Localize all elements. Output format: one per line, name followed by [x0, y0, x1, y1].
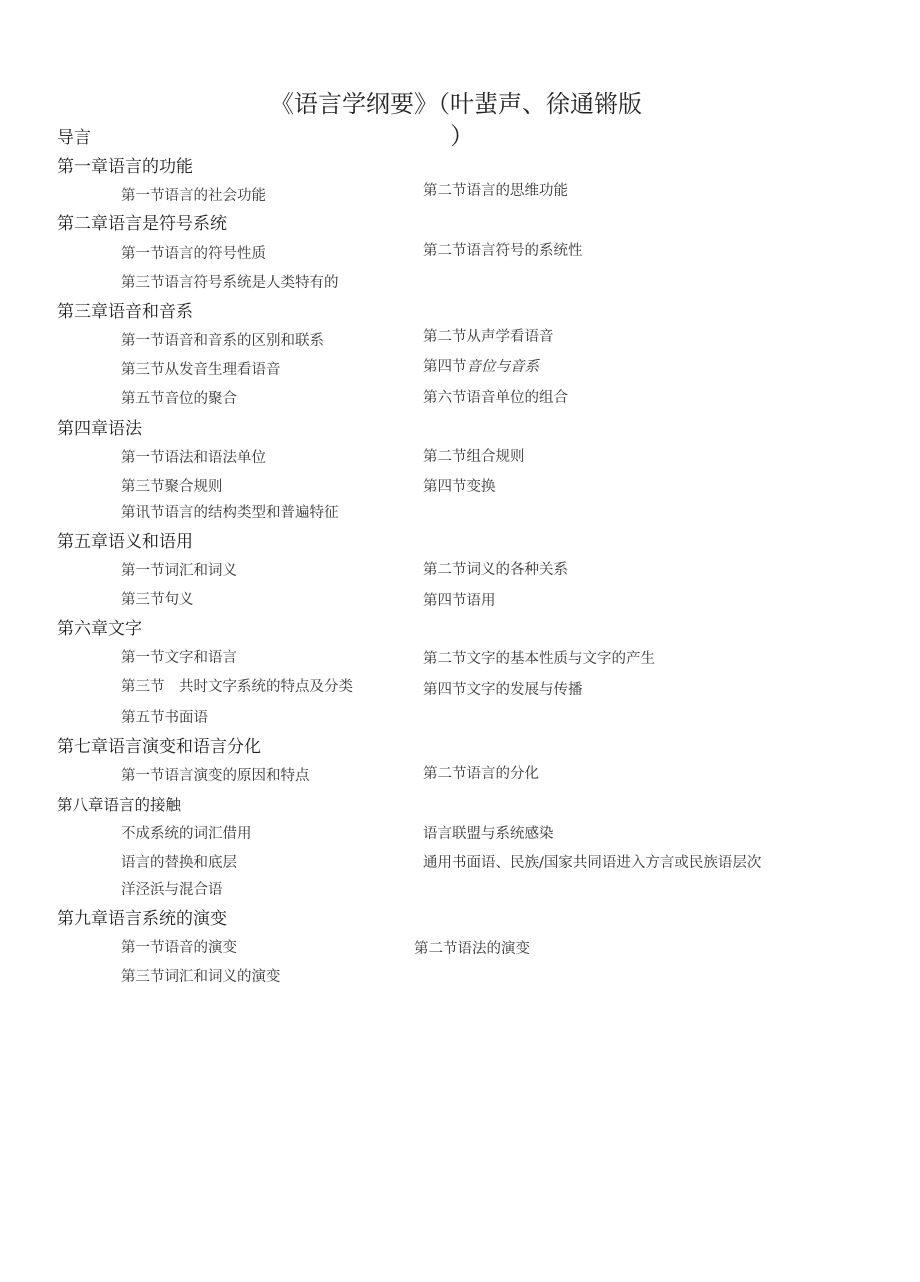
section-item: 洋泾浜与混合语 [121, 882, 223, 898]
section-item: 第四节变换 [423, 479, 496, 495]
chapter-title: 第二章语言是符号系统 [57, 214, 227, 234]
section-item: 不成系统的词汇借用 [121, 826, 252, 842]
section-item: 第二节组合规则 [423, 449, 525, 465]
chapter-title: 第九章语言系统的演变 [57, 909, 227, 929]
section-item: 语言联盟与系统感染 [423, 826, 554, 842]
section-item: 第一节语音和音系的区别和联系 [121, 333, 324, 349]
section-name-italic: 音位与音系 [466, 359, 539, 375]
chapter-title: 第六章文字 [57, 619, 142, 639]
section-item: 通用书面语、民族/国家共同语进入方言或民族语层次 [423, 855, 762, 871]
section-item: 语言的替换和底层 [121, 855, 237, 871]
chapter-title: 第一章语言的功能 [57, 157, 193, 177]
document-title: 《语言学纲要》（叶蜚声、徐通锵版 [270, 90, 642, 118]
section-item: 第一节词汇和词义 [121, 563, 237, 579]
chapter-title: 第五章语义和语用 [57, 532, 193, 552]
section-item: 第一节语言的符号性质 [121, 246, 266, 262]
section-item: 第五节音位的聚合 [121, 391, 237, 407]
section-item: 第二节语法的演变 [414, 941, 530, 957]
section-item: 第一节语法和语法单位 [121, 450, 266, 466]
section-item: 第三节语言符号系统是人类特有的 [121, 275, 339, 291]
section-item: 第一节文字和语言 [121, 650, 237, 666]
section-item: 第讯节语言的结构类型和普遍特征 [121, 505, 339, 521]
section-item: 第二节语言的分化 [423, 766, 539, 782]
document-title-continuation: ） [450, 122, 474, 150]
section-number: 第四节 [423, 359, 467, 375]
section-item: 第二节语言的思维功能 [423, 183, 568, 199]
section-item: 第三节 共时文字系统的特点及分类 [121, 679, 353, 695]
section-item: 第二节语言符号的系统性 [423, 243, 583, 259]
section-item [423, 360, 539, 375]
section-item: 第三节从发音生理看语音 [121, 362, 281, 378]
section-item: 第一节语言的社会功能 [121, 188, 266, 204]
section-item: 第二节文字的基本性质与文字的产生 [423, 651, 655, 667]
section-item: 第一节语言演变的原因和特点 [121, 768, 310, 784]
section-item: 第二节词义的各种关系 [423, 562, 568, 578]
section-item: 第三节聚合规则 [121, 479, 223, 495]
chapter-title: 第八章语言的接触 [57, 796, 182, 814]
section-item: 第六节语音单位的组合 [423, 390, 568, 406]
chapter-title: 第四章语法 [57, 419, 142, 439]
chapter-title: 第七章语言演变和语言分化 [57, 737, 261, 757]
section-item: 第三节句义 [121, 592, 194, 608]
chapter-title: 第三章语音和音系 [57, 302, 193, 322]
section-item: 第三节词汇和词义的演变 [121, 969, 281, 985]
section-item: 第一节语音的演变 [121, 940, 237, 956]
section-item: 第四节文字的发展与传播 [423, 682, 583, 698]
intro-heading: 导言 [57, 128, 91, 148]
section-item: 第五节书面语 [121, 710, 208, 726]
section-item: 第二节从声学看语音 [423, 329, 554, 345]
section-item: 第四节语用 [423, 593, 496, 609]
